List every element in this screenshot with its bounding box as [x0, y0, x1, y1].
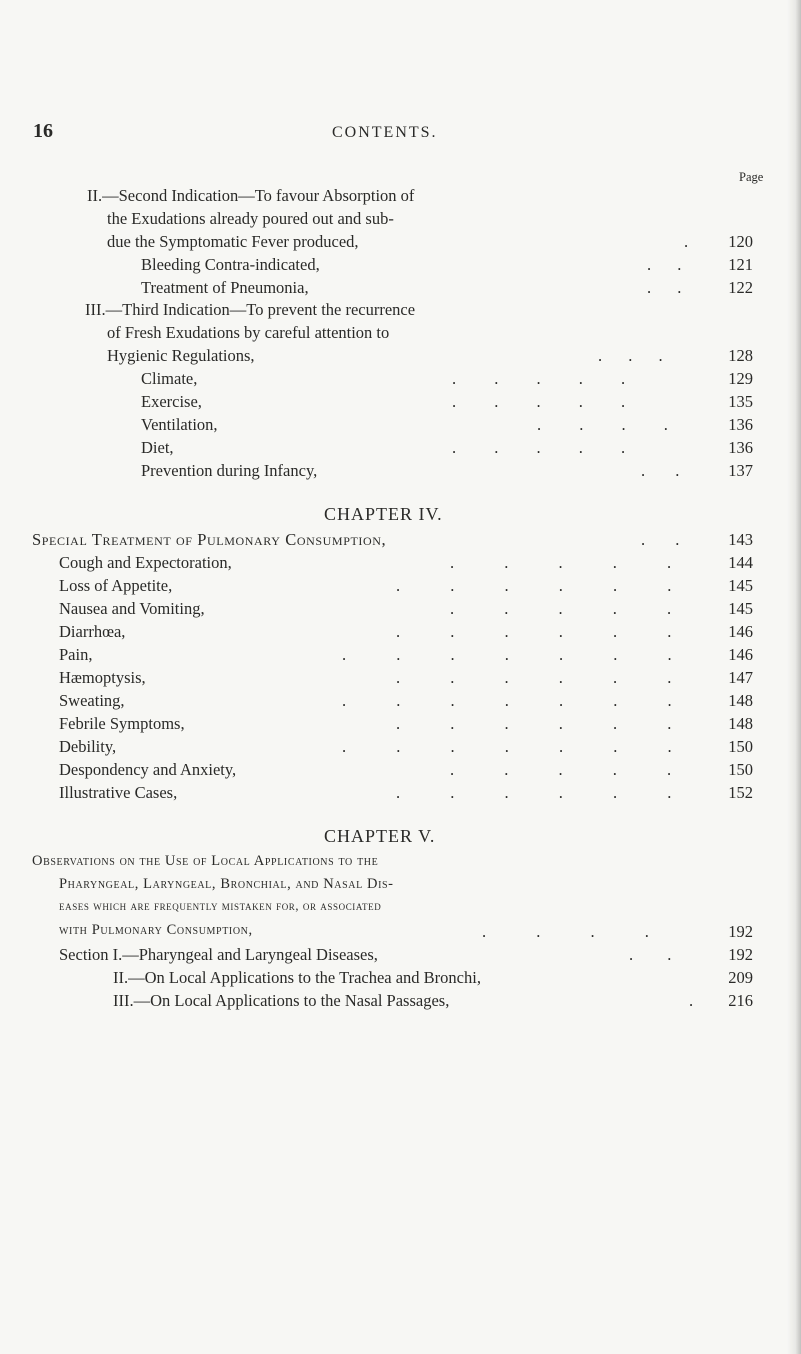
toc-entry-page: 209 [728, 968, 753, 987]
section-iii-dots: . . . [598, 346, 663, 365]
toc-entry-label: Hæmoptysis, [59, 668, 146, 687]
chapter-iv-heading-page: 143 [728, 530, 753, 549]
chapter-v-heading-line-3: eases which are frequently mistaken for, or associated [59, 899, 382, 913]
toc-entry-label: II.—On Local Applications to the Trachea and Bronchi, [113, 968, 481, 987]
toc-entry-dots: . [689, 991, 694, 1010]
toc-entry-label: Section I.—Pharyngeal and Laryngeal Diseases, [59, 945, 378, 964]
toc-entry-page: 148 [728, 691, 753, 710]
toc-entry-page: 122 [728, 278, 753, 297]
toc-entry-dots: . . . . . [450, 553, 672, 572]
chapter-iv-title: CHAPTER IV. [324, 504, 443, 524]
toc-entry-dots: . . [647, 255, 682, 274]
toc-entry-dots: . . . . . [452, 369, 626, 388]
toc-entry-label: Febrile Symptoms, [59, 714, 185, 733]
toc-entry-dots: . . . . . . [396, 576, 672, 595]
toc-entry-page: 152 [728, 783, 753, 802]
toc-entry-label: Prevention during Infancy, [141, 461, 318, 480]
toc-entry-dots: . . . . [537, 415, 668, 434]
toc-entry-page: 136 [728, 415, 753, 434]
chapter-v-heading-line-2: Pharyngeal, Laryngeal, Bronchial, and Nasal Dis- [59, 876, 394, 892]
toc-entry-label: Loss of Appetite, [59, 576, 173, 595]
toc-entry-label: Diarrhœa, [59, 622, 126, 641]
toc-entry-label: Diet, [141, 438, 174, 457]
toc-entry-dots: . . . . . [452, 438, 626, 457]
section-ii-page: 120 [728, 232, 753, 251]
chapter-v-heading-page: 192 [728, 922, 753, 941]
chapter-v-heading-line-4: with Pulmonary Consumption, [59, 922, 253, 938]
page-column-label: Page [739, 170, 764, 184]
section-ii-line-1: II.—Second Indication—To favour Absorption of [87, 186, 415, 205]
toc-entry-dots: . . [629, 945, 672, 964]
chapter-v-heading-line-1: Observations on the Use of Local Applications to the [32, 853, 379, 869]
toc-entry-page: 135 [728, 392, 753, 411]
toc-entry-dots: . . . . . . . [342, 737, 672, 756]
toc-entry-dots: . . [641, 461, 680, 480]
toc-entry-page: 147 [728, 668, 753, 687]
toc-entry-label: Ventilation, [141, 415, 218, 434]
toc-entry-page: 137 [728, 461, 753, 480]
toc-entry-label: Climate, [141, 369, 198, 388]
section-iii-line-2: of Fresh Exudations by careful attention to [107, 323, 390, 342]
toc-entry-page: 148 [728, 714, 753, 733]
toc-entry-label: Bleeding Contra-indicated, [141, 255, 320, 274]
toc-entry-page: 144 [728, 553, 753, 572]
toc-entry-label: Despondency and Anxiety, [59, 760, 237, 779]
toc-entry-dots: . . . . . . [396, 622, 672, 641]
toc-entry-page: 192 [728, 945, 753, 964]
toc-entry-page: 146 [728, 645, 753, 664]
toc-entry-dots: . . . . . . . [342, 691, 672, 710]
section-iii-page: 128 [728, 346, 753, 365]
toc-entry-page: 121 [728, 255, 753, 274]
toc-entry-label: Pain, [59, 645, 93, 664]
toc-entry-dots: . . . . . . . [342, 645, 672, 664]
toc-entry-dots: . . . . . [450, 760, 672, 779]
chapter-iv-heading-dots: . . [641, 530, 680, 549]
toc-entry-page: 146 [728, 622, 753, 641]
toc-entry-page: 150 [728, 737, 753, 756]
toc-entry-dots: . . [647, 278, 682, 297]
toc-entry-label: Cough and Expectoration, [59, 553, 232, 572]
toc-entry-page: 145 [728, 576, 753, 595]
section-ii-dot: . [684, 232, 689, 251]
chapter-v-heading-dots: . . . . [482, 922, 649, 941]
toc-entry-dots: . . . . . [450, 599, 672, 618]
toc-entry-dots: . . . . . . [396, 668, 672, 687]
toc-entry-dots: . . . . . [452, 392, 626, 411]
toc-entry-page: 150 [728, 760, 753, 779]
page-edge-shadow [787, 0, 801, 1354]
chapter-v-title: CHAPTER V. [324, 826, 436, 846]
toc-entry-label: III.—On Local Applications to the Nasal Passages, [113, 991, 450, 1010]
section-ii-line-2: the Exudations already poured out and sub- [107, 209, 394, 228]
toc-entry-page: 136 [728, 438, 753, 457]
toc-entry-label: Exercise, [141, 392, 202, 411]
section-iii-line-1: III.—Third Indication—To prevent the recurrence [85, 300, 416, 319]
page-number: 16 [33, 120, 53, 142]
toc-entry-page: 129 [728, 369, 753, 388]
section-iii-line-3: Hygienic Regulations, [107, 346, 255, 365]
chapter-iv-heading: Special Treatment of Pulmonary Consumption, [32, 530, 387, 549]
toc-entry-dots: . . . . . . [396, 783, 672, 802]
toc-entry-page: 145 [728, 599, 753, 618]
toc-entry-label: Treatment of Pneumonia, [141, 278, 309, 297]
section-ii-line-3: due the Symptomatic Fever produced, [107, 232, 359, 251]
toc-entry-dots: . . . . . . [396, 714, 672, 733]
toc-entry-label: Debility, [59, 737, 117, 756]
toc-entry-label: Illustrative Cases, [59, 783, 178, 802]
toc-entry-label: Nausea and Vomiting, [59, 599, 205, 618]
running-title: CONTENTS. [332, 124, 438, 141]
toc-entry-page: 216 [728, 991, 753, 1010]
toc-entry-label: Sweating, [59, 691, 125, 710]
